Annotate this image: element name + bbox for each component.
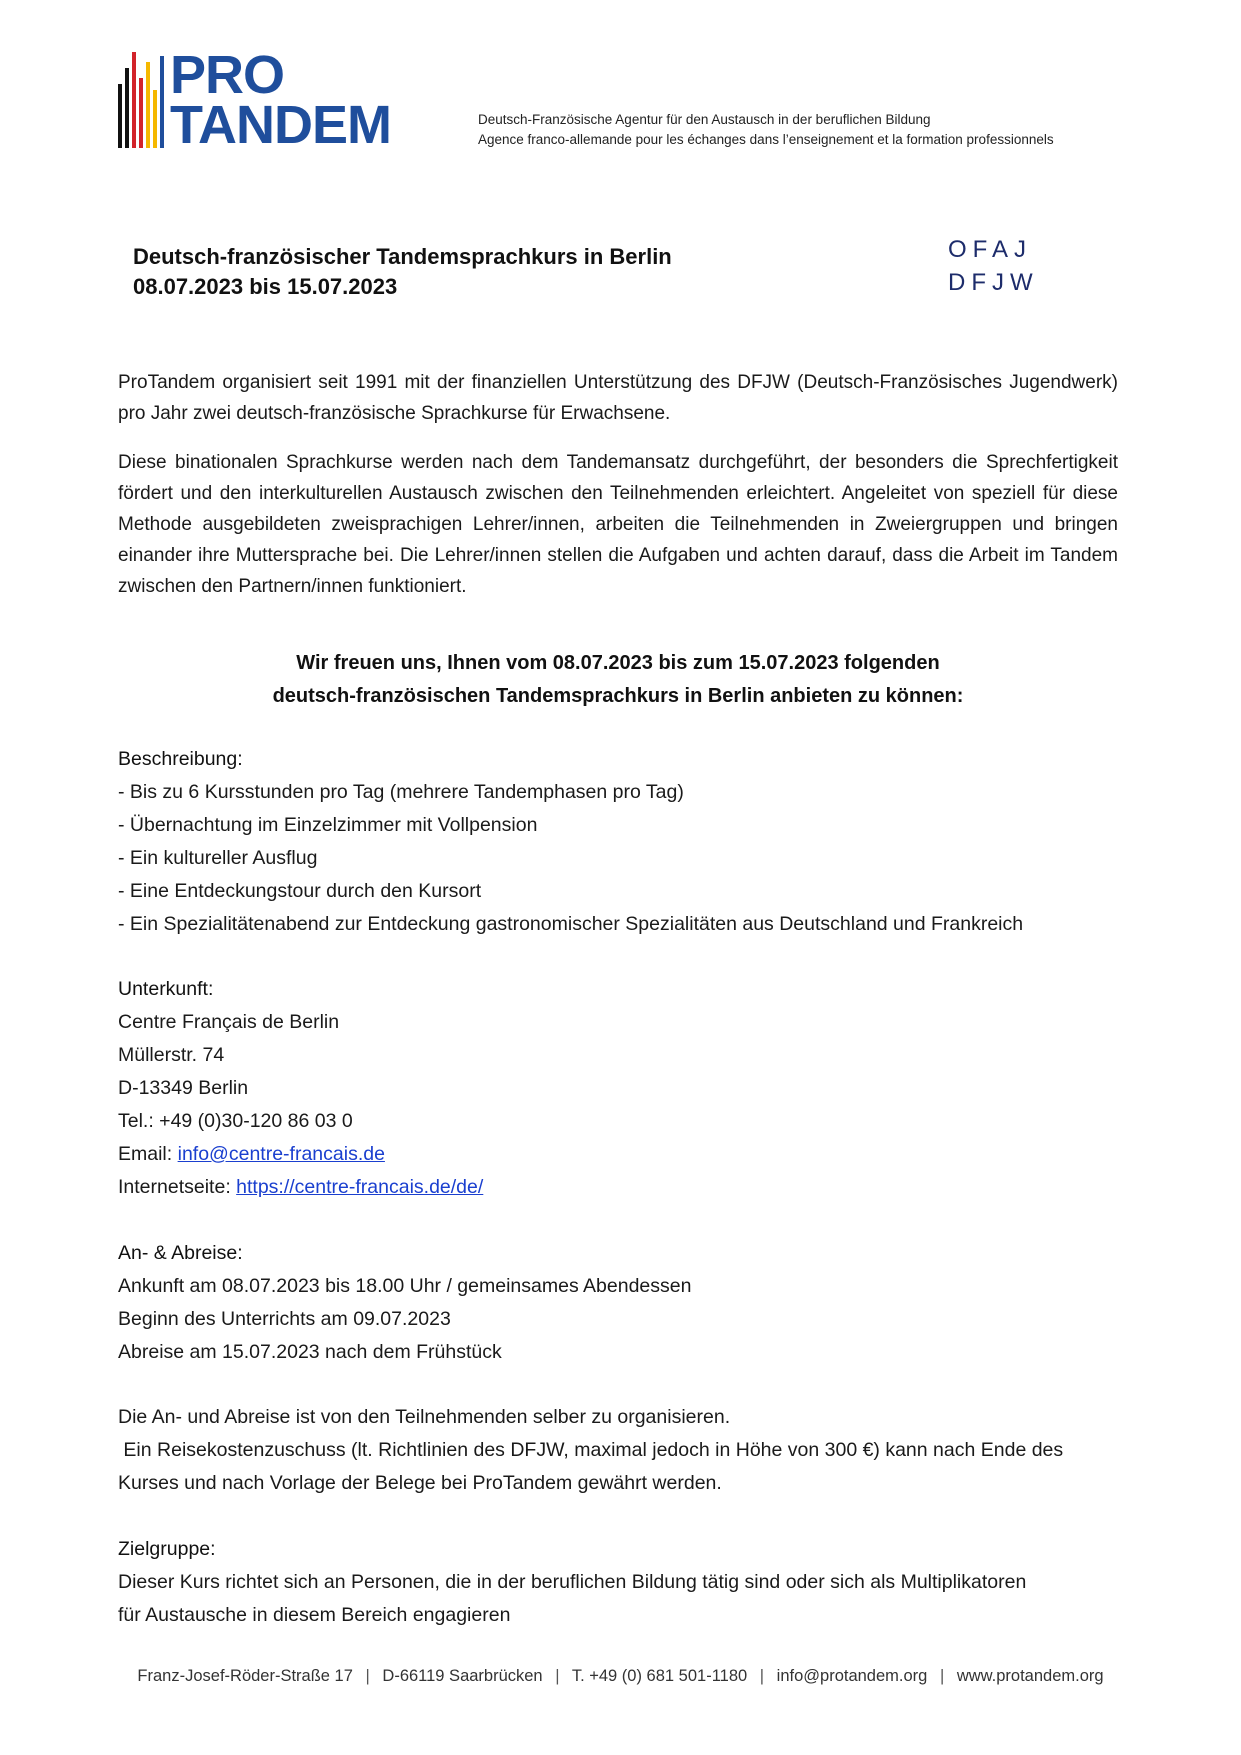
- intro-paragraph-1: ProTandem organisiert seit 1991 mit der finanziellen Unterstützung des DFJW (Deutsch-Französisches Jugendwerk) pro Jahr zwei deutsch-französische Sprachkurse für Erwachsene.: [118, 372, 1118, 424]
- accommodation-city: D-13349 Berlin: [118, 1077, 249, 1099]
- course-title-dates: 08.07.2023 bis 15.07.2023: [133, 274, 398, 299]
- footer-website: www.protandem.org: [956, 1667, 1104, 1685]
- target-group-line2: für Austausche in diesem Bereich engagieren: [118, 1604, 511, 1626]
- accommodation-name: Centre Français de Berlin: [118, 1011, 340, 1033]
- logo-bars-graphic: [118, 52, 170, 148]
- footer-separator: |: [365, 1667, 370, 1685]
- travel-notes: [118, 1401, 1128, 1500]
- agency-name-de: Deutsch-Französische Agentur für den Austausch in der beruflichen Bildung: [478, 112, 931, 127]
- footer-phone: T. +49 (0) 681 501-1180: [571, 1667, 748, 1685]
- footer-separator: |: [555, 1667, 560, 1685]
- page-footer: [0, 1667, 1241, 1686]
- travel-heading: An- & Abreise:: [118, 1242, 243, 1264]
- travel-start: Beginn des Unterrichts am 09.07.2023: [118, 1308, 451, 1330]
- travel-subsidy-line1: Ein Reisekostenzuschuss (lt. Richtlinien des DFJW, maximal jedoch in Höhe von 300 €) kann nach Ende des: [118, 1439, 1064, 1461]
- footer-address: Franz-Josef-Röder-Straße 17: [137, 1667, 353, 1685]
- course-title-line1: Deutsch-französischer Tandemsprachkurs in Berlin: [133, 244, 672, 269]
- agency-description: [478, 110, 1054, 150]
- accommodation-heading: Unterkunft:: [118, 978, 214, 1000]
- list-item: - Eine Entdeckungstour durch den Kursort: [118, 880, 482, 902]
- footer-separator: |: [759, 1667, 765, 1685]
- target-group-line1: Dieser Kurs richtet sich an Personen, die in der beruflichen Bildung tätig sind oder sich als Multiplikatoren: [118, 1571, 1027, 1593]
- travel-departure: Abreise am 15.07.2023 nach dem Frühstück: [118, 1341, 502, 1363]
- announcement-line2: deutsch-französischen Tandemsprachkurs in Berlin anbieten zu können:: [272, 685, 964, 707]
- website-link[interactable]: https://centre-francais.de/de/: [236, 1176, 484, 1198]
- target-group-heading: Zielgruppe:: [118, 1538, 216, 1560]
- footer-separator: |: [939, 1667, 945, 1685]
- announcement-line1: Wir freuen uns, Ihnen vom 08.07.2023 bis zum 15.07.2023 folgenden: [296, 652, 940, 674]
- list-item: - Ein Spezialitätenabend zur Entdeckung gastronomischer Spezialitäten aus Deutschland und Frankreich: [118, 913, 1024, 935]
- accommodation-street: Müllerstr. 74: [118, 1044, 225, 1066]
- accommodation-web-row: [118, 1171, 1128, 1204]
- description-section: [118, 743, 1128, 941]
- travel-subsidy-line2: Kurses und nach Vorlage der Belege bei ProTandem gewährt werden.: [118, 1472, 722, 1494]
- course-announcement: [118, 647, 1118, 713]
- course-title: [133, 242, 672, 302]
- intro-paragraph-2: Diese binationalen Sprachkurse werden nach dem Tandemansatz durchgeführt, der besonders die Sprechfertigkeit fördert und den interkulturellen Austausch zwischen den Teilnehmenden erleichtert. Angeleitet von speziell für diese Methode ausgebildeten zweisprachigen Lehrer/innen, arbeiten die Teilnehmenden in Zweiergruppen und bringen einander ihre Muttersprache bei. Die Lehrer/innen stellen die Aufgaben und achten darauf, dass die Arbeit im Tandem zwischen den Partnern/innen funktioniert.: [118, 452, 1118, 597]
- travel-organize-note: Die An- und Abreise ist von den Teilnehmenden selber zu organisieren.: [118, 1406, 731, 1428]
- logo-word-pro: PRO: [170, 45, 285, 105]
- accommodation-email-row: [118, 1138, 1128, 1171]
- ofaj-logo-text: OFAJ: [948, 236, 1033, 263]
- target-group-section: [118, 1533, 1128, 1632]
- accommodation-phone: Tel.: +49 (0)30-120 86 03 0: [118, 1110, 353, 1132]
- list-item: - Übernachtung im Einzelzimmer mit Vollpension: [118, 814, 538, 836]
- email-label: Email:: [118, 1143, 178, 1165]
- list-item: - Bis zu 6 Kursstunden pro Tag (mehrere Tandemphasen pro Tag): [118, 781, 684, 803]
- footer-email: info@protandem.org: [776, 1667, 928, 1685]
- protandem-logo: [118, 45, 418, 155]
- footer-city: D-66119 Saarbrücken: [382, 1667, 543, 1685]
- travel-section: [118, 1237, 1128, 1369]
- accommodation-section: [118, 973, 1128, 1204]
- agency-name-fr: Agence franco-allemande pour les échanges dans l’enseignement et la formation professionnels: [478, 132, 1054, 147]
- web-label: Internetseite:: [118, 1176, 237, 1198]
- list-item: - Ein kultureller Ausflug: [118, 847, 318, 869]
- dfjw-logo-text: DFJW: [948, 269, 1039, 296]
- ofaj-dfjw-logo: [948, 238, 1038, 298]
- logo-word-tandem: TANDEM: [170, 95, 391, 155]
- travel-arrival: Ankunft am 08.07.2023 bis 18.00 Uhr / gemeinsames Abendessen: [118, 1275, 692, 1297]
- email-link[interactable]: info@centre-francais.de: [177, 1143, 385, 1165]
- description-heading: Beschreibung:: [118, 748, 243, 770]
